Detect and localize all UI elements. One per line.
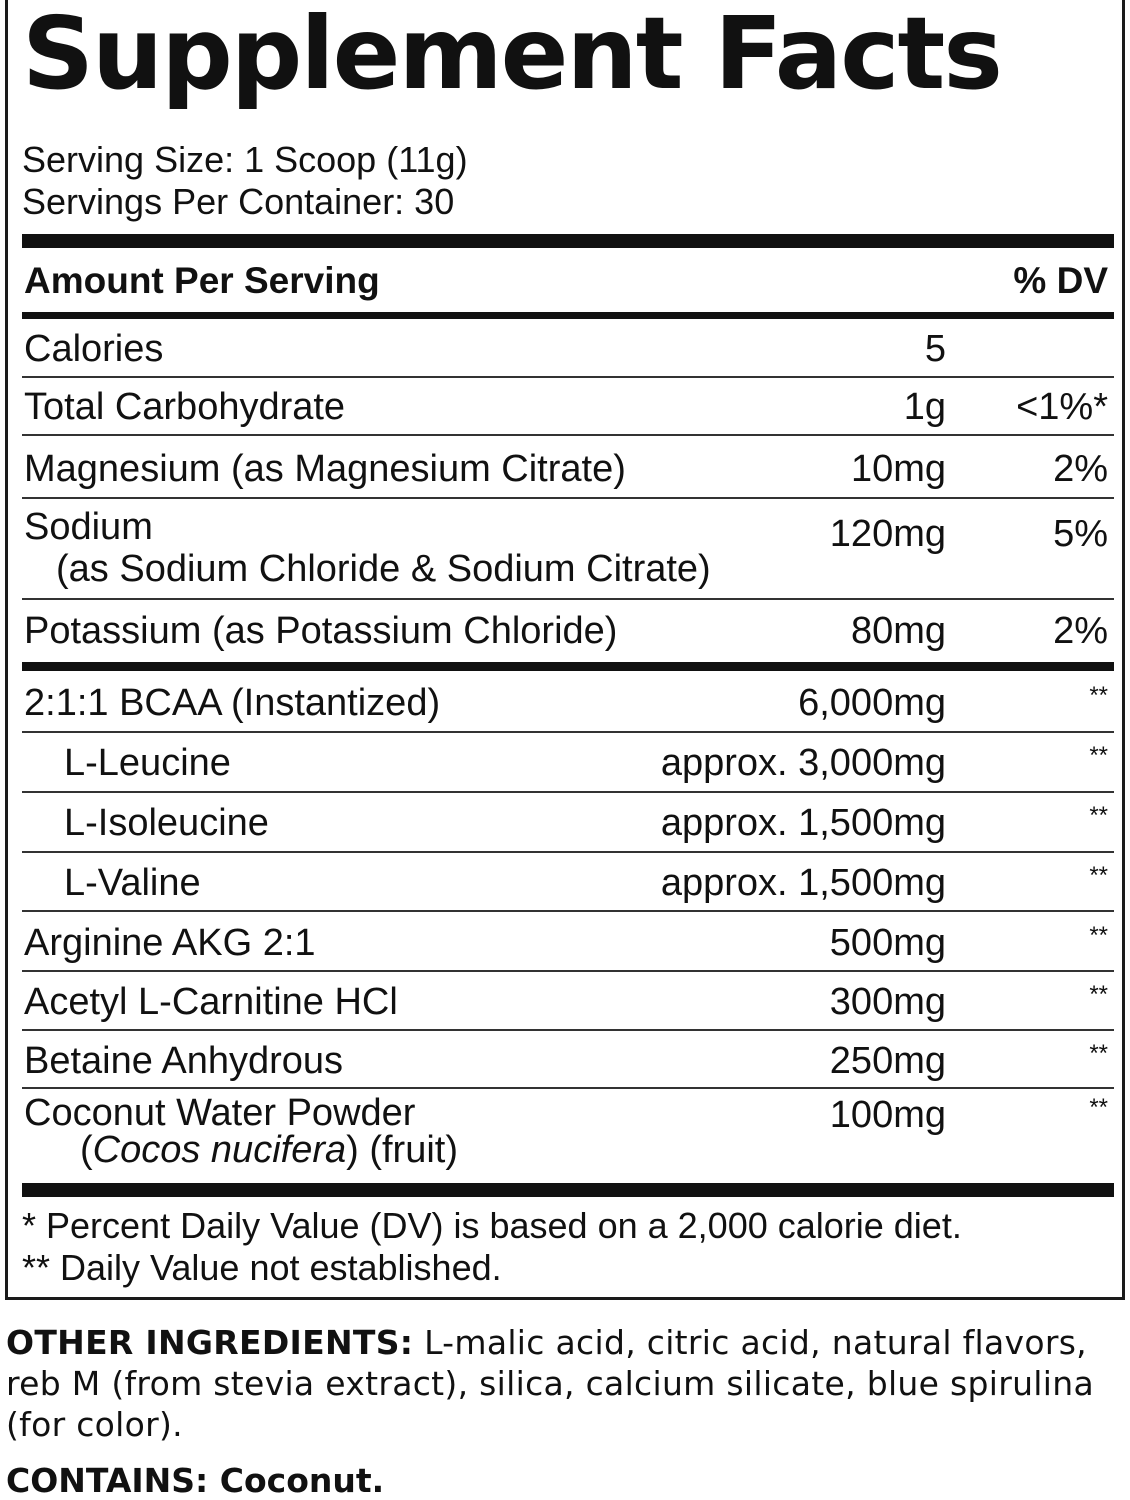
thick-divider [22,1183,1114,1197]
supplement-facts-panel [5,0,1125,1300]
contains-label: CONTAINS: [6,1461,209,1500]
nutrient-amount: 120mg [829,513,946,555]
row-divider [22,791,1114,793]
row-divider [22,731,1114,733]
thick-divider [22,234,1114,248]
ingredient-amount: 6,000mg [798,682,946,724]
ingredient-dv: ** [1089,922,1108,949]
ingredient-amount: approx. 3,000mg [660,742,946,784]
nutrient-dv: 2% [1053,448,1108,490]
allergen-statement [6,1461,385,1500]
nutrient-amount: 10mg [850,448,946,490]
ingredient-dv: ** [1089,1040,1108,1067]
ingredient-amount: approx. 1,500mg [660,802,946,844]
nutrient-name: Sodium [24,506,153,548]
ingredient-dv: ** [1089,1094,1108,1121]
nutrient-dv: 5% [1053,513,1108,555]
nutrient-name: Calories [24,328,164,370]
ingredient-name: Betaine Anhydrous [24,1040,344,1082]
row-divider [22,1029,1114,1031]
ingredient-amount: 100mg [829,1094,946,1136]
nutrient-source: (as Sodium Chloride & Sodium Citrate) [56,548,711,590]
ingredient-dv: ** [1089,682,1108,709]
ingredient-amount: 300mg [829,981,946,1023]
nutrient-amount: 1g [903,386,946,428]
nutrient-name: Potassium (as Potassium Chloride) [24,610,618,652]
serving-size: Serving Size: 1 Scoop (11g) [22,139,468,180]
ingredient-name: Coconut Water Powder [24,1092,416,1134]
ingredient-name: Arginine AKG 2:1 [24,922,316,964]
ingredient-source: (Cocos nucifera) (fruit) [80,1129,458,1171]
ingredient-dv: ** [1089,981,1108,1008]
ingredient-dv: ** [1089,742,1108,769]
row-divider [22,598,1114,600]
ingredient-amount: approx. 1,500mg [660,862,946,904]
nutrient-dv: <1%* [1016,386,1108,428]
row-divider [22,851,1114,853]
latin-name: Cocos nucifera [92,1129,347,1171]
other-ingredients-text: L-malic acid, citric acid, natural flavors, reb M (from stevia extract), silica, calcium silicate, blue spirulina (for color). [6,1323,1094,1444]
row-divider [22,376,1114,378]
ingredient-amount: 250mg [829,1040,946,1082]
nutrient-dv: 2% [1053,610,1108,652]
row-divider [22,497,1114,499]
nutrient-name: Total Carbohydrate [24,386,346,428]
ingredient-amount: 500mg [829,922,946,964]
medium-divider [22,312,1114,319]
ingredient-name: L-Leucine [64,742,231,784]
row-divider [22,970,1114,972]
panel-title: Supplement Facts [22,0,1001,112]
nutrient-amount: 5 [924,328,946,370]
ingredient-name: 2:1:1 BCAA (Instantized) [24,682,441,724]
nutrient-name: Magnesium (as Magnesium Citrate) [24,448,626,490]
amount-per-serving-header: Amount Per Serving [24,260,380,301]
ingredient-dv: ** [1089,862,1108,889]
contains-text: Coconut. [219,1461,385,1500]
other-ingredients [6,1322,1116,1445]
other-ingredients-label: OTHER INGREDIENTS: [6,1323,414,1362]
ingredient-name: L-Valine [64,862,201,904]
ingredient-name: Acetyl L-Carnitine HCl [24,981,398,1023]
footnote-dv: * Percent Daily Value (DV) is based on a 2,000 calorie diet. [22,1205,962,1246]
footnote-not-established: ** Daily Value not established. [22,1247,502,1288]
row-divider [22,910,1114,912]
ingredient-dv: ** [1089,802,1108,829]
medium-divider [22,662,1114,671]
ingredient-name: L-Isoleucine [64,802,269,844]
dv-header: % DV [1013,260,1108,301]
servings-per-container: Servings Per Container: 30 [22,181,455,222]
row-divider [22,434,1114,436]
nutrient-amount: 80mg [850,610,946,652]
row-divider [22,1087,1114,1089]
